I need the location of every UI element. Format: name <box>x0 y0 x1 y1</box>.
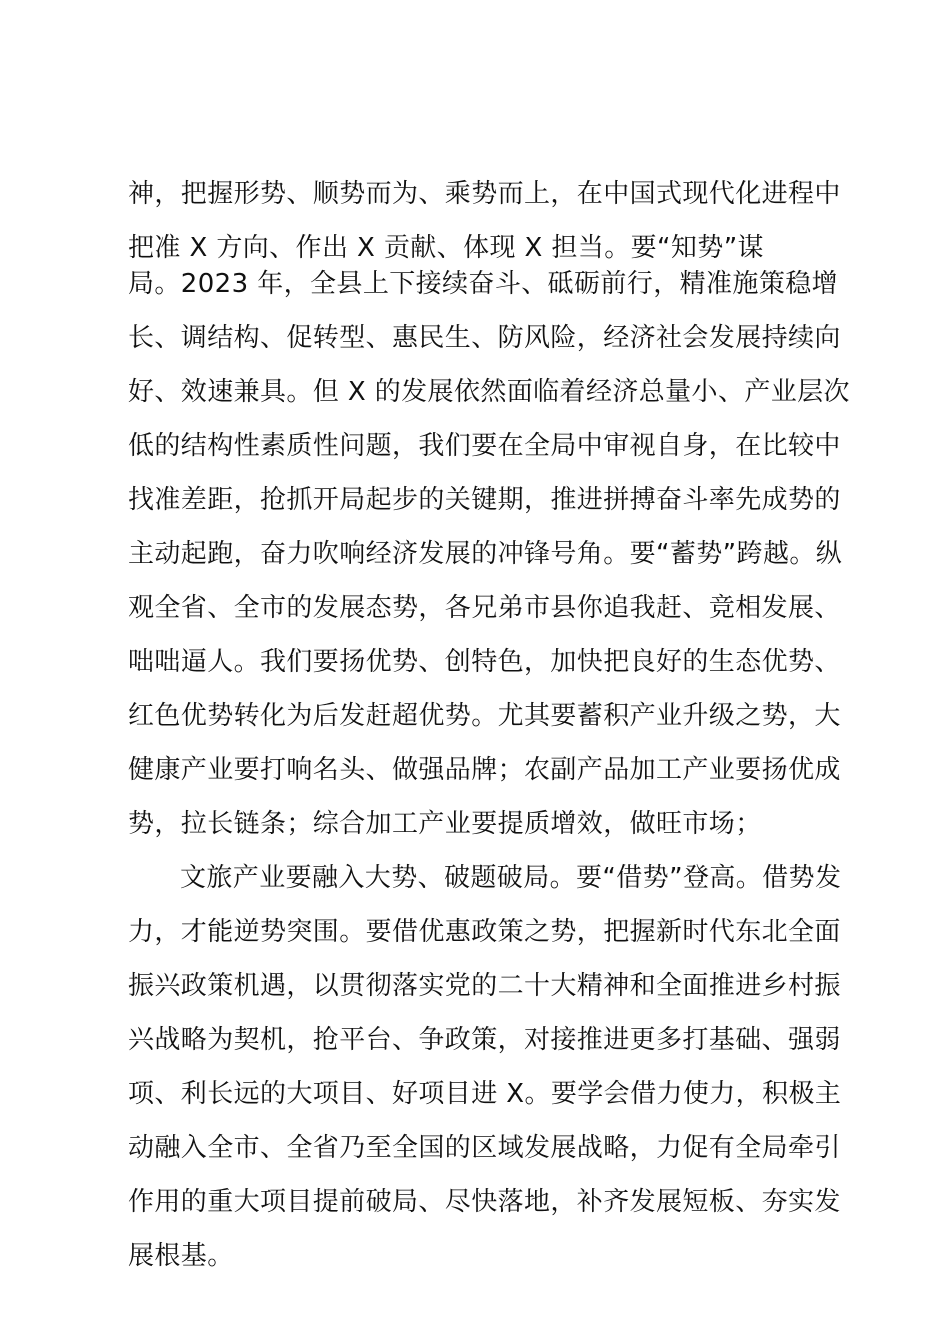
text-line: 振兴政策机遇，以贯彻落实党的二十大精神和全面推进乡村振 <box>128 971 841 1001</box>
text-line: 红色优势转化为后发赶超优势。尤其要蓄积产业升级之势，大 <box>128 701 841 731</box>
text-line: 低的结构性素质性问题，我们要在全局中审视自身，在比较中 <box>128 431 841 461</box>
text-line: 健康产业要打响名头、做强品牌；农副产品加工产业要扬优成 <box>128 755 841 785</box>
text-line: 主动起跑，奋力吹响经济发展的冲锋号角。要“蓄势”跨越。纵 <box>128 539 843 569</box>
text-line: 好、效速兼具。但 X 的发展依然面临着经济总量小、产业层次 <box>128 377 850 407</box>
text-line: 局。2023 年，全县上下接续奋斗、砥砺前行，精准施策稳增 <box>128 269 839 299</box>
text-line: 把准 X 方向、作出 X 贡献、体现 X 担当。要“知势”谋 <box>128 233 764 263</box>
text-line: 神，把握形势、顺势而为、乘势而上，在中国式现代化进程中 <box>128 179 841 209</box>
text-line: 项、利长远的大项目、好项目进 X。要学会借力使力，积极主 <box>128 1079 842 1109</box>
text-line: 势，拉长链条；综合加工产业要提质增效，做旺市场； <box>128 809 762 839</box>
text-line: 长、调结构、促转型、惠民生、防风险，经济社会发展持续向 <box>128 323 841 353</box>
text-line: 作用的重大项目提前破局、尽快落地，补齐发展短板、夯实发 <box>128 1187 841 1217</box>
text-line: 观全省、全市的发展态势，各兄弟市县你追我赶、竞相发展、 <box>128 593 841 623</box>
text-line: 力，才能逆势突围。要借优惠政策之势，把握新时代东北全面 <box>128 917 841 947</box>
text-line: 动融入全市、全省乃至全国的区域发展战略，力促有全局牵引 <box>128 1133 841 1163</box>
text-line: 兴战略为契机，抢平台、争政策，对接推进更多打基础、强弱 <box>128 1025 841 1055</box>
text-line: 展根基。 <box>128 1241 234 1271</box>
paragraph-first-line: 文旅产业要融入大势、破题破局。要“借势”登高。借势发 <box>180 863 842 893</box>
text-line: 找准差距，抢抓开局起步的关键期，推进拼搏奋斗率先成势的 <box>128 485 841 515</box>
text-line: 咄咄逼人。我们要扬优势、创特色，加快把良好的生态优势、 <box>128 647 841 677</box>
